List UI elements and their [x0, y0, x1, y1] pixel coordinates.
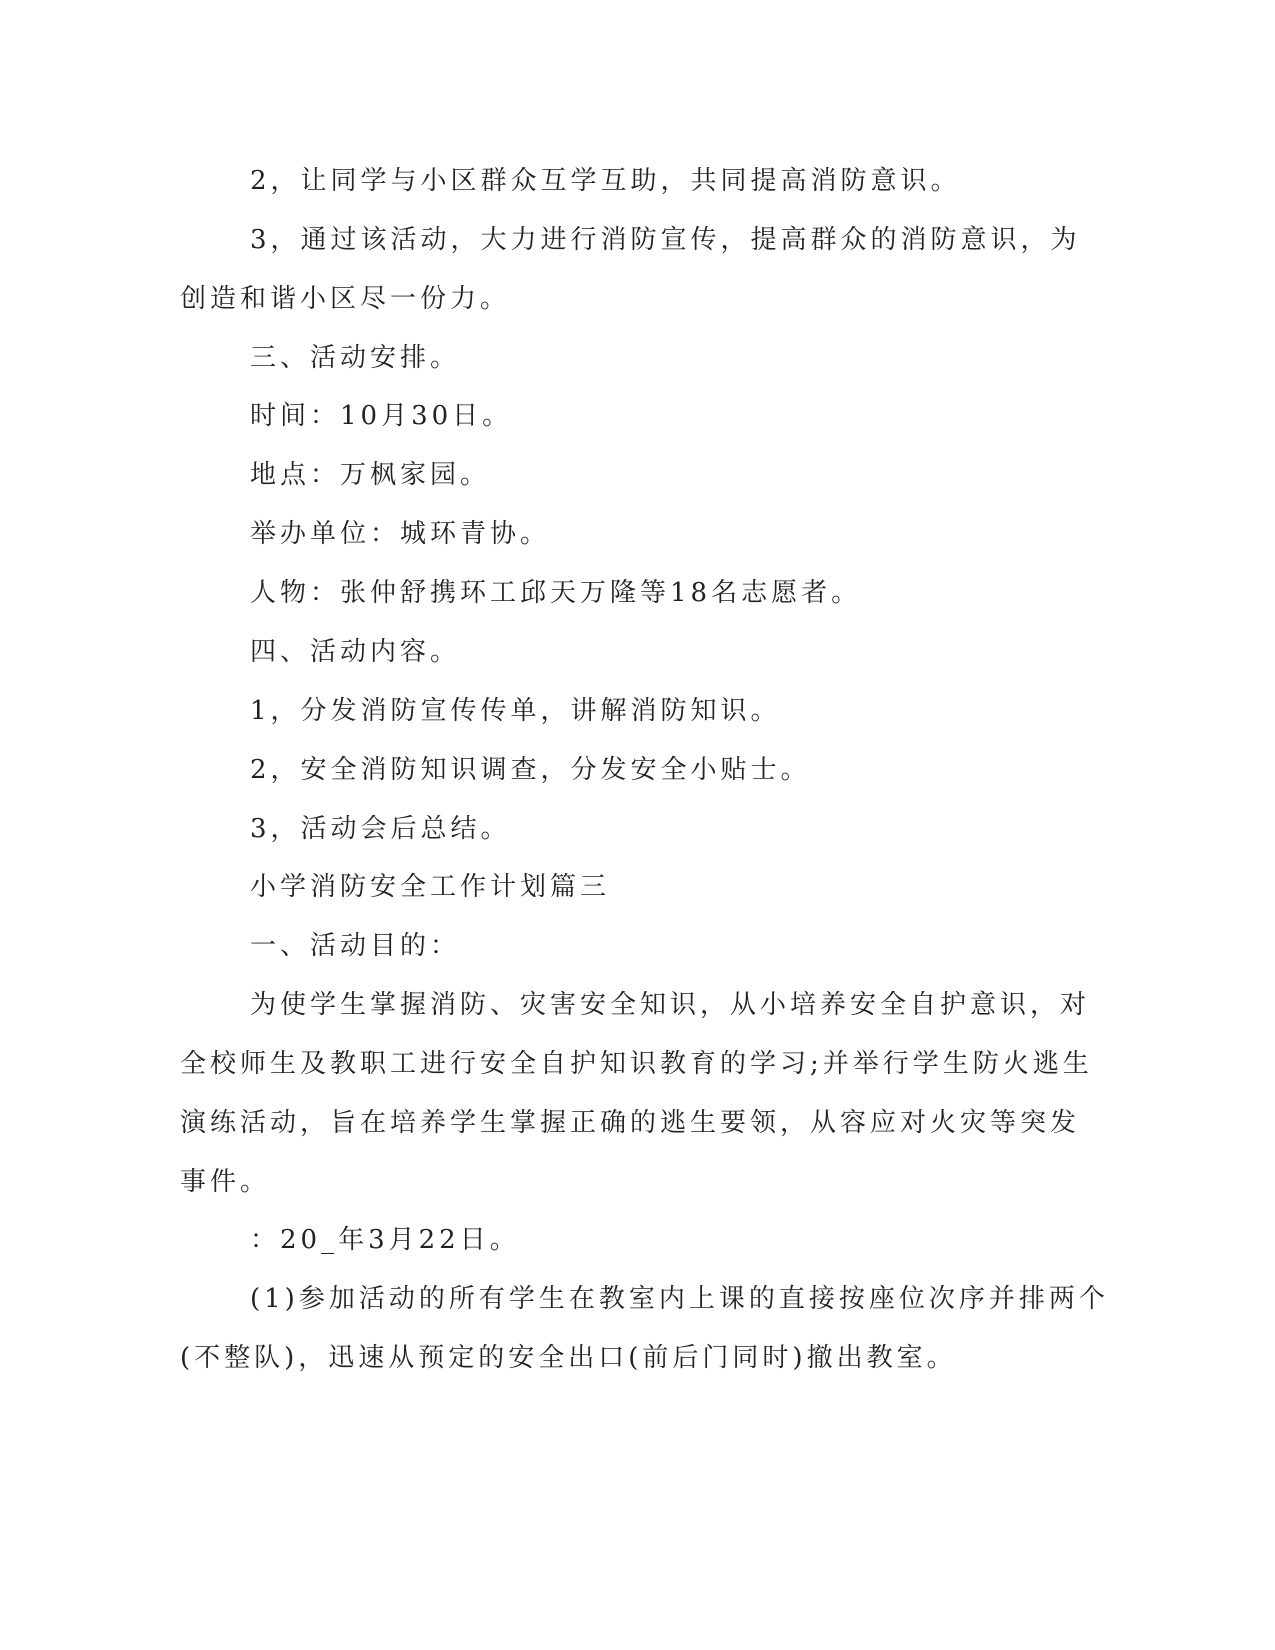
section-heading: 四、活动内容。 — [250, 637, 461, 667]
paragraph-line: 举办单位：城环青协。 — [250, 519, 551, 549]
paragraph-line: (1)参加活动的所有学生在教室内上课的直接按座位次序并排两个 — [250, 1284, 1109, 1314]
paragraph-line: 事件。 — [180, 1167, 271, 1197]
paragraph-line: 创造和谐小区尽一份力。 — [180, 284, 511, 314]
section-heading: 三、活动安排。 — [250, 343, 461, 373]
paragraph-line: 1，分发消防宣传传单，讲解消防知识。 — [250, 696, 781, 726]
paragraph-line: 全校师生及教职工进行安全自护知识教育的学习;并举行学生防火逃生 — [180, 1049, 1093, 1079]
paragraph-line: (不整队)，迅速从预定的安全出口(前后门同时)撤出教室。 — [180, 1343, 957, 1373]
paragraph-line: 2，安全消防知识调查，分发安全小贴士。 — [250, 755, 811, 785]
document-title: 小学消防安全工作计划篇三 — [250, 872, 611, 902]
section-heading: 一、活动目的： — [250, 931, 461, 961]
paragraph-line: 人物：张仲舒携环工邱天万隆等18名志愿者。 — [250, 578, 862, 608]
paragraph-line: 2，让同学与小区群众互学互助，共同提高消防意识。 — [250, 166, 961, 196]
paragraph-line: ：20_年3月22日。 — [250, 1225, 520, 1255]
paragraph-line: 地点：万枫家园。 — [250, 460, 491, 490]
paragraph-line: 3，通过该活动，大力进行消防宣传，提高群众的消防意识，为 — [250, 225, 1081, 255]
paragraph-line: 演练活动，旨在培养学生掌握正确的逃生要领，从容应对火灾等突发 — [180, 1108, 1081, 1138]
paragraph-line: 3，活动会后总结。 — [250, 814, 511, 844]
paragraph-line: 时间：10月30日。 — [250, 401, 513, 431]
paragraph-line: 为使学生掌握消防、灾害安全知识，从小培养安全自护意识，对 — [250, 990, 1091, 1020]
